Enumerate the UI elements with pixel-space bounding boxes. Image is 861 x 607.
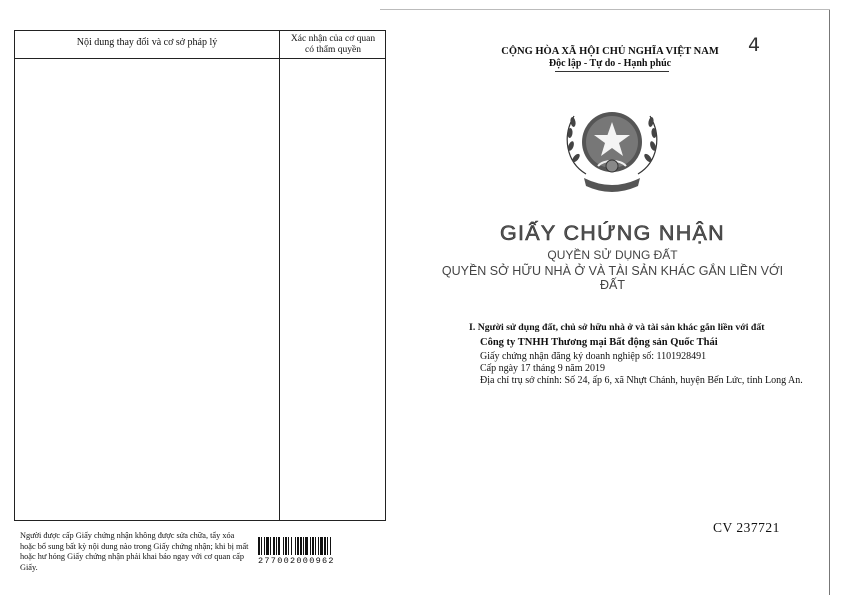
document-subtitle-house-ownership: QUYỀN SỞ HỮU NHÀ Ở VÀ TÀI SẢN KHÁC GẮN LIỀN VỚI ĐẤT bbox=[441, 264, 784, 292]
table-header-changes: Nội dung thay đổi và cơ sở pháp lý bbox=[76, 37, 218, 48]
owner-registration-number: Giấy chứng nhận đăng ký doanh nghiệp số: 1101928491 bbox=[480, 351, 707, 362]
owner-company-name: Công ty TNHH Thương mại Bất động sản Quốc Thái bbox=[480, 337, 718, 348]
barcode-bar bbox=[288, 537, 289, 555]
barcode-bar bbox=[312, 537, 314, 555]
national-motto: Độc lập - Tự do - Hạnh phúc bbox=[548, 58, 672, 69]
barcode-bar bbox=[295, 537, 296, 555]
barcode-bar bbox=[270, 537, 271, 555]
table-column-divider bbox=[279, 31, 280, 520]
table-header-confirmation bbox=[280, 34, 386, 56]
barcode-bar bbox=[297, 537, 299, 555]
barcode-bar bbox=[278, 537, 280, 555]
owner-address: Địa chỉ trụ sở chính: Số 24, ấp 6, xã Nhựt Chánh, huyện Bến Lức, tỉnh Long An. bbox=[480, 375, 803, 386]
table-header-confirmation-line1: Xác nhận của cơ quan bbox=[290, 34, 376, 44]
table-header-divider bbox=[15, 58, 385, 59]
owner-issue-date: Cấp ngày 17 tháng 9 năm 2019 bbox=[480, 363, 605, 374]
document-title: GIẤY CHỨNG NHẬN bbox=[499, 221, 726, 245]
national-title: CỘNG HÒA XÃ HỘI CHỦ NGHĨA VIỆT NAM bbox=[501, 46, 719, 57]
motto-underline bbox=[555, 71, 669, 72]
barcode-bar bbox=[330, 537, 331, 555]
page-number: 4 bbox=[748, 34, 761, 56]
amendment-table bbox=[14, 30, 386, 521]
barcode-bar bbox=[324, 537, 326, 555]
owner-section-heading: I. Người sử dụng đất, chủ sở hữu nhà ở và tài sản khác gắn liền với đất bbox=[469, 322, 765, 333]
barcode-bar bbox=[273, 537, 275, 555]
barcode-number: 277002000962 bbox=[258, 556, 335, 566]
notice-text: Người được cấp Giấy chứng nhận không được sửa chữa, tẩy xóa hoặc bổ sung bất kỳ nội dung nào trong Giấy chứng nhận; khi bị mất hoặc hư hỏng Giấy chứng nhận phải khai báo ngay với cơ quan cấp Giấy. bbox=[20, 531, 249, 572]
barcode-bar bbox=[327, 537, 328, 555]
barcode-bar bbox=[276, 537, 277, 555]
barcode-bar bbox=[303, 537, 304, 555]
barcode-bar bbox=[300, 537, 302, 555]
barcode-bar bbox=[291, 537, 292, 555]
certificate-serial: CV 237721 bbox=[713, 520, 780, 535]
barcode-bar bbox=[305, 537, 308, 555]
barcode-bar bbox=[310, 537, 311, 555]
page-edge-top bbox=[380, 9, 830, 10]
national-emblem-icon bbox=[556, 100, 668, 200]
barcode-bar bbox=[258, 537, 260, 555]
barcode-bar bbox=[320, 537, 323, 555]
page-edge-right bbox=[829, 10, 830, 595]
barcode-icon bbox=[258, 537, 366, 555]
barcode-bar bbox=[283, 537, 284, 555]
barcode-bar bbox=[318, 537, 319, 555]
barcode-bar bbox=[266, 537, 269, 555]
barcode-bar bbox=[264, 537, 265, 555]
barcode-bar bbox=[261, 537, 262, 555]
document-subtitle-land-use: QUYỀN SỬ DỤNG ĐẤT bbox=[547, 248, 678, 262]
table-header-confirmation-line2: có thẩm quyền bbox=[305, 45, 361, 55]
barcode-bar bbox=[315, 537, 316, 555]
barcode-bar bbox=[285, 537, 287, 555]
